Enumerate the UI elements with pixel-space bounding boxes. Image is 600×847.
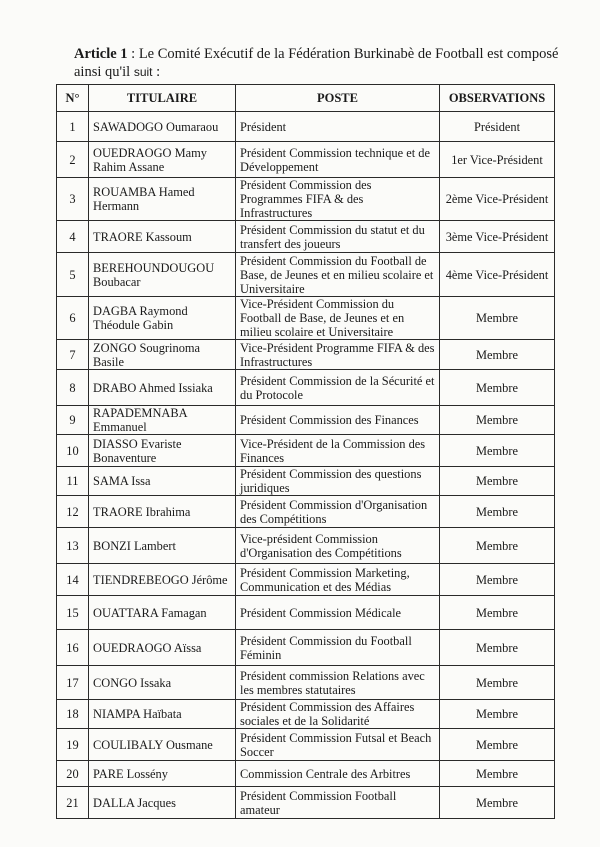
table-row xyxy=(57,340,555,370)
row-titulaire: NIAMPA Haïbata xyxy=(89,700,236,729)
row-number: 15 xyxy=(57,596,89,630)
row-titulaire: DAGBA Raymond Théodule Gabin xyxy=(89,297,236,340)
article-line2-end: : xyxy=(152,64,161,80)
row-titulaire: OUATTARA Famagan xyxy=(89,596,236,630)
table-row xyxy=(57,370,555,406)
row-number: 9 xyxy=(57,406,89,435)
row-number: 19 xyxy=(57,729,89,761)
row-titulaire: TRAORE Ibrahima xyxy=(89,496,236,528)
row-titulaire: COULIBALY Ousmane xyxy=(89,729,236,761)
row-titulaire: TRAORE Kassoum xyxy=(89,221,236,253)
table-row xyxy=(57,406,555,435)
header-observations: OBSERVATIONS xyxy=(440,85,555,112)
row-observations: 2ème Vice-Président xyxy=(440,178,555,221)
row-poste: Vice-Président Commission du Football de Base, de Jeunes et en milieu scolaire et Universitaire xyxy=(236,297,440,340)
row-titulaire: DRABO Ahmed Issiaka xyxy=(89,370,236,406)
row-observations: Membre xyxy=(440,435,555,467)
row-poste: Président Commission du Football Féminin xyxy=(236,630,440,666)
row-poste: Président xyxy=(236,112,440,142)
table-row xyxy=(57,787,555,819)
row-poste: Président Commission des questions juridiques xyxy=(236,467,440,496)
row-poste: Président Commission technique et de Développement xyxy=(236,142,440,178)
row-number: 16 xyxy=(57,630,89,666)
header-titulaire: TITULAIRE xyxy=(89,85,236,112)
row-number: 1 xyxy=(57,112,89,142)
row-observations: Membre xyxy=(440,406,555,435)
row-titulaire: TIENDREBEOGO Jérôme xyxy=(89,564,236,596)
table-row xyxy=(57,253,555,297)
row-titulaire: SAWADOGO Oumaraou xyxy=(89,112,236,142)
row-titulaire: BEREHOUNDOUGOU Boubacar xyxy=(89,253,236,297)
row-number: 18 xyxy=(57,700,89,729)
article-text: : Le Comité Exécutif de la Fédération Burkinabè de Football est composé xyxy=(127,46,559,62)
row-poste: Président Commission Marketing, Communication et des Médias xyxy=(236,564,440,596)
row-titulaire: CONGO Issaka xyxy=(89,666,236,700)
row-observations: Membre xyxy=(440,630,555,666)
row-observations: Membre xyxy=(440,787,555,819)
row-observations: Membre xyxy=(440,729,555,761)
table-header-row xyxy=(57,85,555,112)
header-number: N° xyxy=(57,85,89,112)
row-observations: Membre xyxy=(440,340,555,370)
row-poste: Président Commission des Programmes FIFA & des Infrastructures xyxy=(236,178,440,221)
row-poste: Commission Centrale des Arbitres xyxy=(236,761,440,787)
row-number: 4 xyxy=(57,221,89,253)
table-row xyxy=(57,630,555,666)
row-titulaire: ZONGO Sougrinoma Basile xyxy=(89,340,236,370)
table-row xyxy=(57,528,555,564)
header-poste: POSTE xyxy=(236,85,440,112)
row-poste: Président Commission des Finances xyxy=(236,406,440,435)
committee-table xyxy=(56,84,555,819)
article-line2-small: suit xyxy=(133,65,153,79)
table-row xyxy=(57,467,555,496)
table-row xyxy=(57,666,555,700)
table-row xyxy=(57,435,555,467)
row-poste: Président commission Relations avec les membres statutaires xyxy=(236,666,440,700)
row-number: 21 xyxy=(57,787,89,819)
row-poste: Président Commission des Affaires sociales et de la Solidarité xyxy=(236,700,440,729)
table-row xyxy=(57,142,555,178)
row-number: 6 xyxy=(57,297,89,340)
article-label: Article 1 xyxy=(74,46,128,62)
row-observations: Président xyxy=(440,112,555,142)
row-observations: Membre xyxy=(440,528,555,564)
article-intro xyxy=(74,45,574,81)
row-observations: Membre xyxy=(440,700,555,729)
article-line2: ainsi qu'il xyxy=(74,64,134,80)
row-number: 17 xyxy=(57,666,89,700)
row-observations: Membre xyxy=(440,467,555,496)
row-number: 8 xyxy=(57,370,89,406)
row-poste: Président Commission du Football de Base, de Jeunes et en milieu scolaire et Universitaire xyxy=(236,253,440,297)
row-titulaire: OUEDRAOGO Aïssa xyxy=(89,630,236,666)
row-number: 2 xyxy=(57,142,89,178)
row-titulaire: SAMA Issa xyxy=(89,467,236,496)
row-number: 13 xyxy=(57,528,89,564)
row-number: 20 xyxy=(57,761,89,787)
row-observations: Membre xyxy=(440,564,555,596)
row-observations: Membre xyxy=(440,596,555,630)
table-row xyxy=(57,112,555,142)
row-observations: 4ème Vice-Président xyxy=(440,253,555,297)
table-row xyxy=(57,729,555,761)
row-number: 7 xyxy=(57,340,89,370)
row-observations: Membre xyxy=(440,666,555,700)
row-observations: Membre xyxy=(440,297,555,340)
row-poste: Président Commission Football amateur xyxy=(236,787,440,819)
table-row xyxy=(57,761,555,787)
row-poste: Président Commission du statut et du transfert des joueurs xyxy=(236,221,440,253)
row-poste: Vice-Président de la Commission des Finances xyxy=(236,435,440,467)
row-titulaire: OUEDRAOGO Mamy Rahim Assane xyxy=(89,142,236,178)
table-row xyxy=(57,496,555,528)
row-poste: Vice-Président Programme FIFA & des Infrastructures xyxy=(236,340,440,370)
row-number: 5 xyxy=(57,253,89,297)
table-body xyxy=(57,112,555,819)
row-titulaire: RAPADEMNABA Emmanuel xyxy=(89,406,236,435)
row-titulaire: PARE Lossény xyxy=(89,761,236,787)
table-row xyxy=(57,297,555,340)
row-number: 12 xyxy=(57,496,89,528)
row-titulaire: BONZI Lambert xyxy=(89,528,236,564)
row-observations: Membre xyxy=(440,496,555,528)
row-number: 14 xyxy=(57,564,89,596)
row-number: 10 xyxy=(57,435,89,467)
row-poste: Vice-président Commission d'Organisation des Compétitions xyxy=(236,528,440,564)
row-number: 3 xyxy=(57,178,89,221)
row-observations: 3ème Vice-Président xyxy=(440,221,555,253)
table-row xyxy=(57,178,555,221)
row-number: 11 xyxy=(57,467,89,496)
row-titulaire: DIASSO Evariste Bonaventure xyxy=(89,435,236,467)
row-observations: 1er Vice-Président xyxy=(440,142,555,178)
row-poste: Président Commission d'Organisation des Compétitions xyxy=(236,496,440,528)
table-row xyxy=(57,596,555,630)
row-titulaire: ROUAMBA Hamed Hermann xyxy=(89,178,236,221)
table-row xyxy=(57,700,555,729)
row-titulaire: DALLA Jacques xyxy=(89,787,236,819)
row-poste: Président Commission Médicale xyxy=(236,596,440,630)
table-row xyxy=(57,564,555,596)
row-poste: Président Commission de la Sécurité et du Protocole xyxy=(236,370,440,406)
row-observations: Membre xyxy=(440,761,555,787)
row-poste: Président Commission Futsal et Beach Soccer xyxy=(236,729,440,761)
row-observations: Membre xyxy=(440,370,555,406)
table-row xyxy=(57,221,555,253)
